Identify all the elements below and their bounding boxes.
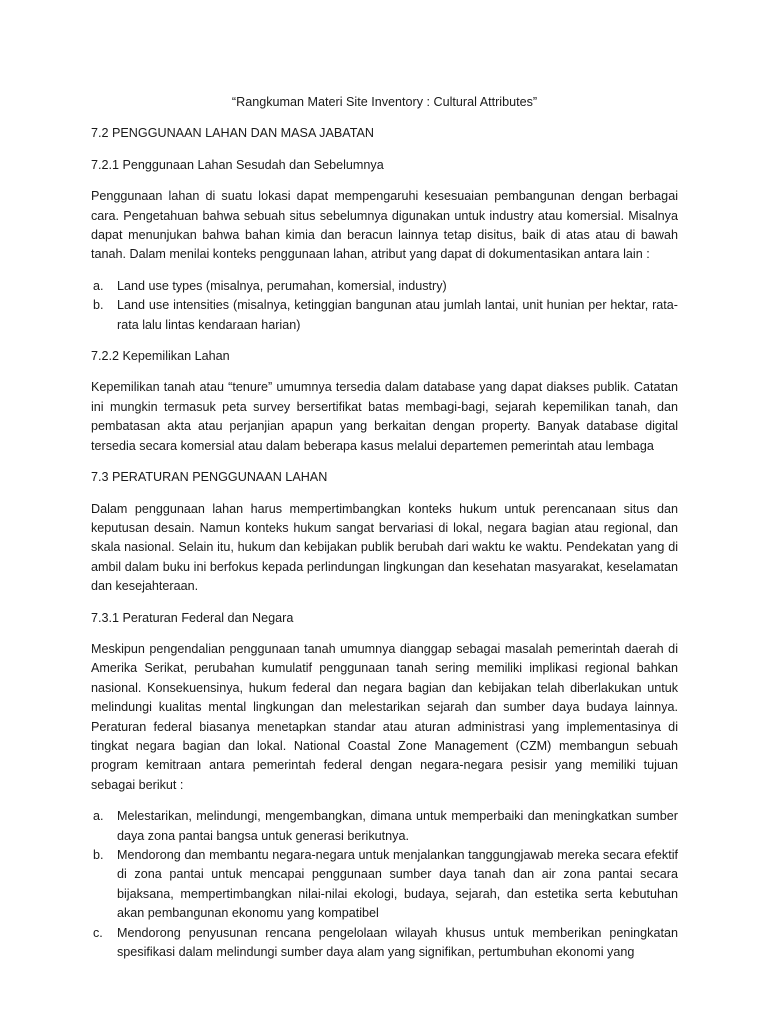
list-marker: b.: [93, 298, 104, 313]
list-item: [91, 846, 678, 924]
paragraph-7-3-1: Meskipun pengendalian penggunaan tanah umumnya dianggap sebagai masalah pemerintah daerah di Amerika Serikat, perubahan kumulatif penggunaan tanah sering memiliki implikasi regional bahkan nasional. Konsekuensinya, hukum federal dan negara bagian dan kebijakan telah diberlakukan untuk melindungi kualitas mental lingkungan dan melestarikan sejarah dan sumber daya budaya lainnya. Peraturan federal biasanya menetapkan standar atau aturan administrasi yang implementasinya di tingkat negara bagian dan lokal. National Coastal Zone Management (CZM) membangun sebuah program kemitraan antara pemerintah federal dengan negara-negara pesisir yang memiliki tujuan sebagai berikut :: [91, 641, 678, 792]
list-item-text: Mendorong penyusunan rencana pengelolaan wilayah khusus untuk memberikan peningkatan spesifikasi dalam melindungi sumber daya alam yang signifikan, pertumbuhan ekonomi yang: [117, 925, 678, 960]
list-item: [91, 277, 678, 296]
list-item-text: Land use types (misalnya, perumahan, komersial, industry): [117, 278, 447, 293]
list-item: [91, 807, 678, 846]
list-7-3-1: [91, 807, 678, 962]
document-title: “Rangkuman Materi Site Inventory : Cultural Attributes”: [231, 95, 538, 109]
list-marker: a.: [93, 809, 104, 824]
list-item: [91, 924, 678, 963]
list-marker: c.: [93, 925, 103, 940]
subsection-heading-7-2-2: 7.2.2 Kepemilikan Lahan: [91, 349, 230, 364]
list-item-text: Land use intensities (misalnya, ketinggian bangunan atau jumlah lantai, unit hunian per hektar, rata-rata lalu lintas kendaraan harian): [117, 298, 678, 332]
paragraph-7-2-2: Kepemilikan tanah atau “tenure” umumnya tersedia dalam database yang dapat diakses publik. Catatan ini mungkin termasuk peta survey bersertifikat batas membagi-bagi, sejarah kepemilikan tanah, dan pembatasan akta atau perjanjian apapun yang berkaitan dengan property. Banyak database digital tersedia secara komersial atau dalam beberapa kasus melalui departemen pemerintah atau lembaga: [91, 380, 678, 453]
list-marker: a.: [93, 278, 104, 293]
section-heading-7-2: 7.2 PENGGUNAAN LAHAN DAN MASA JABATAN: [91, 126, 374, 141]
subsection-heading-7-2-1: 7.2.1 Penggunaan Lahan Sesudah dan Sebelumnya: [91, 157, 384, 172]
list-item-text: Mendorong dan membantu negara-negara untuk menjalankan tanggungjawab mereka secara efektif di zona pantai untuk mencapai penggunaan sumber daya tanah dan air zona pantai secara bijaksana, mempertimbangkan nilai-nilai ekologi, budaya, sejarah, dan estetika serta kebutuhan akan pembangunan ekonomu yang kompatibel: [117, 848, 678, 921]
paragraph-7-2-1: Penggunaan lahan di suatu lokasi dapat mempengaruhi kesesuaian pembangunan dengan berbagai cara. Pengetahuan bahwa sebuah situs sebelumnya digunakan untuk industry atau komersial. Misalnya dapat menunjukan bahwa bahan kimia dan beracun lainnya tetap disitus, baik di atas atau di bawah tanah. Dalam menilai konteks penggunaan lahan, atribut yang dapat di dokumentasikan antara lain :: [91, 189, 678, 262]
paragraph-7-3: Dalam penggunaan lahan harus mempertimbangkan konteks hukum untuk perencanaan situs dan keputusan desain. Namun konteks hukum sangat bervariasi di lokal, negara bagian atau regional, dan skala nasional. Selain itu, hukum dan kebijakan publik berubah dari waktu ke waktu. Pendekatan yang di ambil dalam buku ini berfokus kepada perlindungan lingkungan dan kesehatan masyarakat, keselamatan dan kesejahteraan.: [91, 501, 678, 594]
subsection-heading-7-3-1: 7.3.1 Peraturan Federal dan Negara: [91, 610, 294, 625]
section-heading-7-3: 7.3 PERATURAN PENGGUNAAN LAHAN: [91, 470, 328, 485]
list-item: [91, 296, 678, 335]
list-7-2-1: [91, 277, 678, 335]
list-item-text: Melestarikan, melindungi, mengembangkan, dimana untuk memperbaiki dan meningkatkan sumber daya zona pantai bangsa untuk generasi berikutnya.: [117, 809, 678, 843]
list-marker: b.: [93, 848, 104, 862]
